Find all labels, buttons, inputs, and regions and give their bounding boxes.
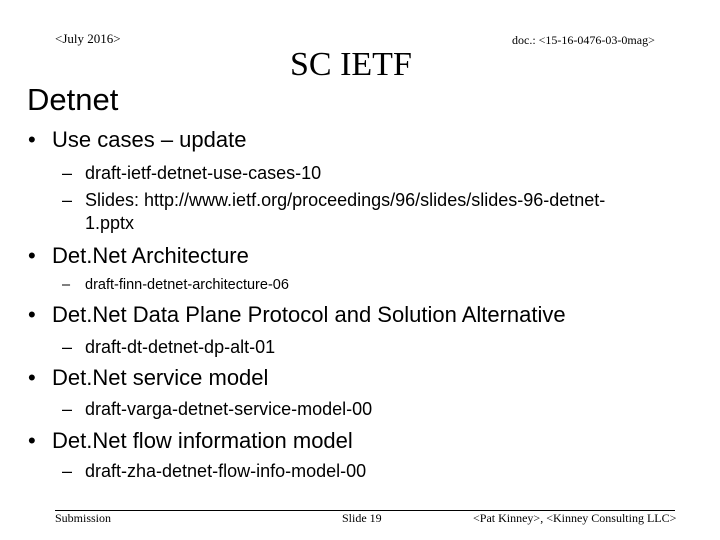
bullet-text: Det.Net Data Plane Protocol and Solution Alternative: [52, 302, 566, 327]
sub-item: [62, 461, 366, 482]
bullet-marker: •: [28, 127, 36, 152]
dash-marker: –: [62, 190, 73, 210]
sub-item: [62, 399, 372, 420]
dash-marker: –: [62, 337, 73, 357]
sub-item-text: Slides: http://www.ietf.org/proceedings/96/slides/slides-96-detnet-: [85, 190, 606, 210]
slide-title: Detnet: [27, 82, 119, 117]
sub-item: [62, 337, 275, 358]
sub-item: [62, 163, 321, 184]
sub-item: [62, 277, 289, 293]
sub-item-continuation: [62, 213, 134, 234]
footer-slide-number: Slide 19: [342, 511, 382, 525]
sub-item-text: draft-ietf-detnet-use-cases-10: [85, 163, 322, 183]
bullet-item: [28, 302, 566, 328]
header-date: <July 2016>: [55, 31, 121, 46]
sub-item-text: draft-finn-detnet-architecture-06: [85, 277, 289, 293]
sub-item-text: 1.pptx: [85, 213, 135, 233]
bullet-marker: •: [28, 428, 36, 453]
bullet-text: Det.Net Architecture: [52, 243, 249, 268]
sub-item: [62, 190, 605, 211]
bullet-marker: •: [28, 365, 36, 390]
bullet-text: Use cases – update: [52, 127, 247, 152]
footer-left: Submission: [55, 511, 112, 525]
bullet-item: [28, 428, 353, 454]
bullet-item: [28, 243, 249, 269]
bullet-marker: •: [28, 243, 36, 268]
dash-marker: –: [62, 461, 73, 481]
bullet-text: Det.Net flow information model: [52, 428, 353, 453]
bullet-marker: •: [28, 302, 36, 327]
header-doc-id: doc.: <15-16-0476-03-0mag>: [512, 33, 655, 47]
footer-author: <Pat Kinney>, <Kinney Consulting LLC>: [473, 511, 677, 525]
sub-item-text: draft-varga-detnet-service-model-00: [85, 399, 373, 419]
dash-marker: –: [62, 399, 73, 419]
bullet-item: [28, 365, 268, 391]
sub-item-text: draft-zha-detnet-flow-info-model-00: [85, 461, 367, 481]
dash-marker: –: [62, 277, 71, 293]
bullet-text: Det.Net service model: [52, 365, 269, 390]
header-center-title: SC IETF: [290, 46, 412, 83]
dash-marker: –: [62, 163, 73, 183]
sub-item-text: draft-dt-detnet-dp-alt-01: [85, 337, 276, 357]
bullet-item: [28, 127, 246, 153]
